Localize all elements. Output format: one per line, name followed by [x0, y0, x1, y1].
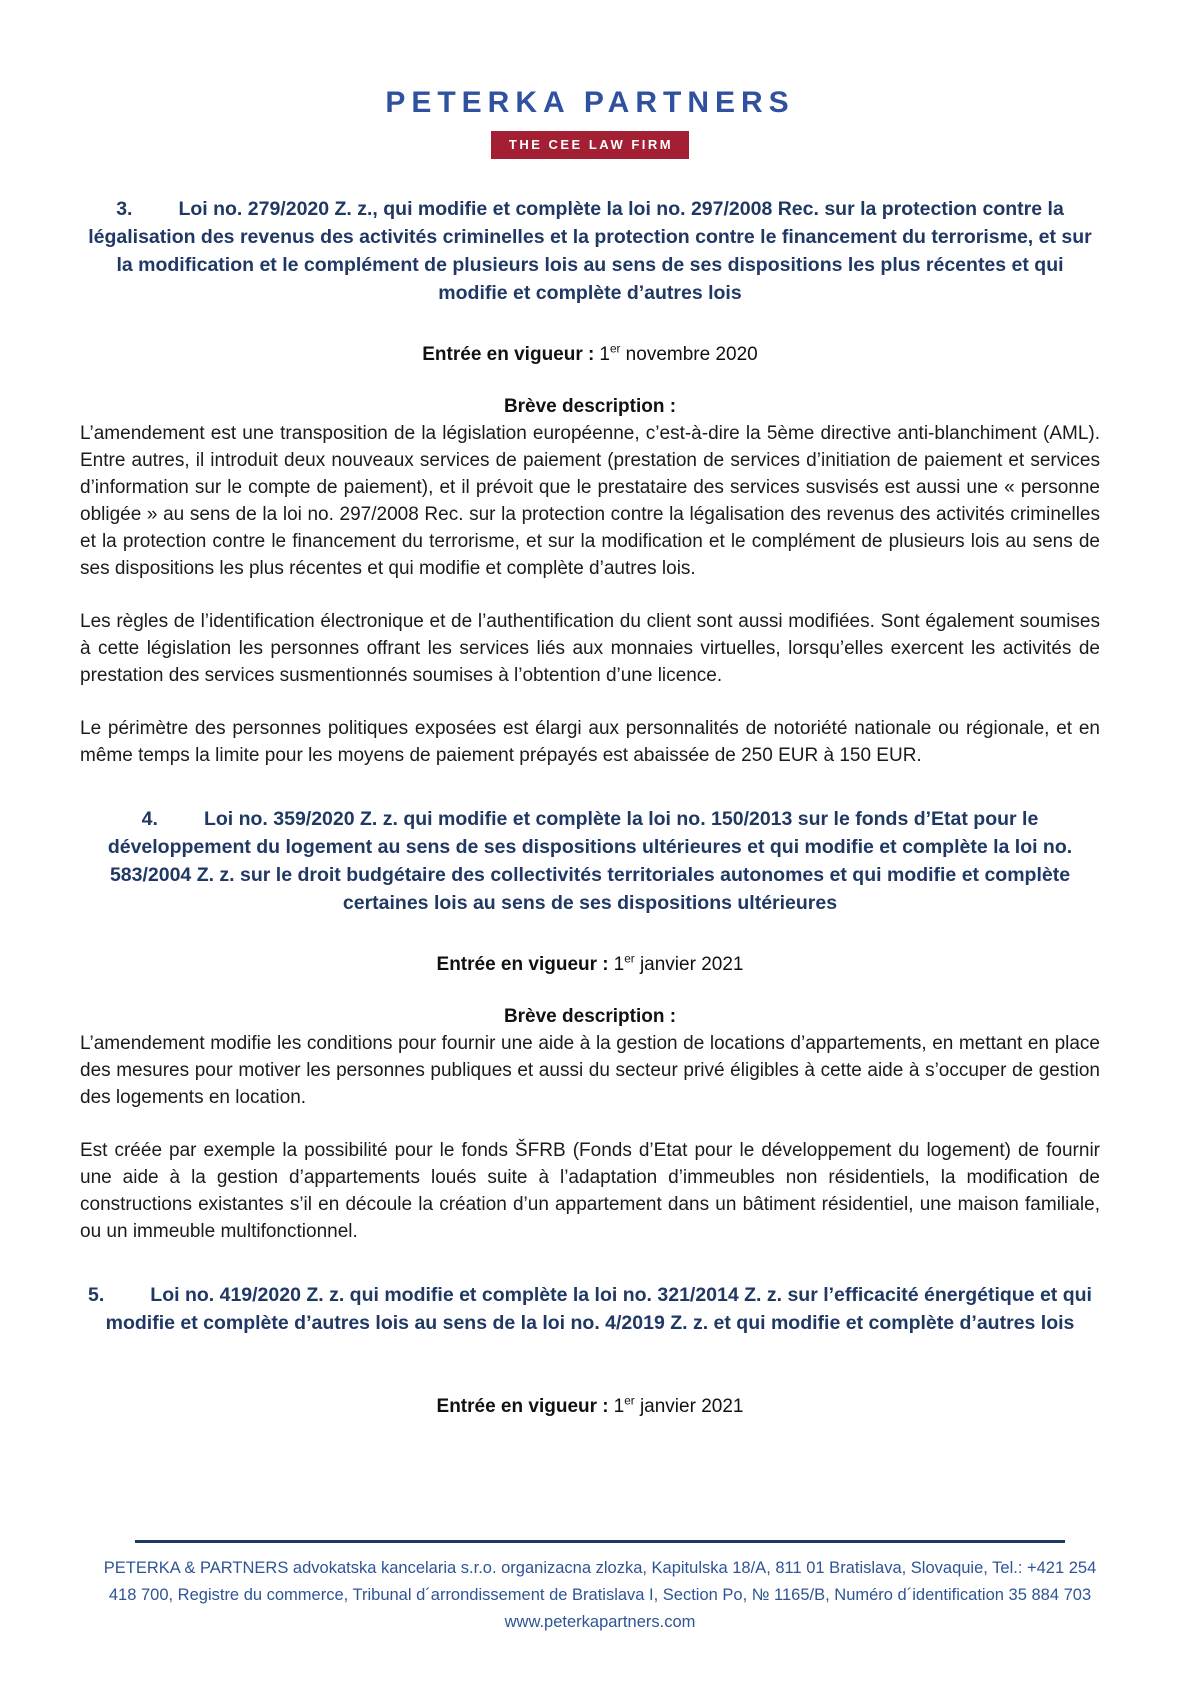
logo-wordmark: PETERKA PARTNERS — [385, 86, 795, 119]
footer-address-block — [0, 1555, 1200, 1636]
law-item-5 — [80, 1281, 1100, 1420]
law-4-number: 4. — [141, 808, 158, 830]
page-footer — [0, 1540, 1200, 1636]
law-item-3 — [80, 195, 1100, 769]
law-5-title-text: Loi no. 419/2020 Z. z. qui modifie et complète la loi no. 321/2014 Z. z. sur l’efficacité énergétique et qui modifie et complète d’autres lois au sens de la loi no. 4/2019 Z. z. et qui modifie et complète d’autres lois — [105, 1284, 1092, 1334]
law-3-effective-date-label: Entrée en vigueur : — [422, 344, 595, 365]
law-4-effective-date-label: Entrée en vigueur : — [436, 954, 609, 975]
law-5-effective-date-line — [80, 1393, 1100, 1420]
logo-tagline-wrap — [80, 131, 1100, 159]
law-3-brief-description-label: Brève description : — [503, 396, 677, 417]
law-5-effective-date-label: Entrée en vigueur : — [436, 1396, 609, 1417]
law-4-effective-date-line — [80, 951, 1100, 978]
law-3-title-text: Loi no. 279/2020 Z. z., qui modifie et complète la loi no. 297/2008 Rec. sur la protection contre la légalisation des revenus des activités criminelles et la protection contre le financement du terrorisme, et sur la modification et le complément de plusieurs lois au sens de ses dispositions les plus récentes et qui modifie et complète d’autres lois — [88, 198, 1092, 304]
law-4-effective-date-value: 1er janvier 2021 — [613, 952, 744, 975]
law-3-paragraph-3: Le périmètre des personnes politiques exposées est élargi aux personnalités de notoriété nationale ou régionale, et en même temps la limite pour les moyens de paiement prépayés est abaissée de 250 EUR à 150 EUR. — [80, 718, 1100, 766]
law-5-title — [80, 1281, 1100, 1337]
law-3-title — [80, 195, 1100, 307]
law-item-4 — [80, 805, 1100, 1245]
law-3-paragraph-2: Les règles de l’identification électronique et de l’authentification du client sont aussi modifiées. Sont également soumises à cette législation les personnes offrant les services liés aux monnaies virtuelles, lorsqu’elles exercent les activités de prestation des services susmentionnés soumises à l’obtention d’une licence. — [80, 611, 1100, 686]
firm-logo — [80, 86, 1100, 159]
law-5-effective-date-value: 1er janvier 2021 — [613, 1394, 744, 1417]
law-3-paragraph-1: L’amendement est une transposition de la législation européenne, c’est-à-dire la 5ème directive anti-blanchiment (AML). Entre autres, il introduit deux nouveaux services de paiement (prestation de services d’initiation de paiement et services d’information sur le compte de paiement), et il prévoit que le prestataire des services susvisés est aussi une « personne obligée » au sens de la loi no. 297/2008 Rec. sur la protection contre la légalisation des revenus des activités criminelles et la protection contre le financement du terrorisme, et sur la modification et le complément de plusieurs lois au sens de ses dispositions les plus récentes et qui modifie et complète d’autres lois. — [80, 423, 1100, 579]
footer-address-line-2: 418 700, Registre du commerce, Tribunal d´arrondissement de Bratislava I, Section Po, № 1165/B, Numéro d´identification 35 884 703 — [108, 1586, 1092, 1604]
law-4-paragraph-1: L’amendement modifie les conditions pour fournir une aide à la gestion de locations d’appartements, en mettant en place des mesures pour motiver les personnes publiques et aussi du secteur privé éligibles à cette aide à s’occuper de gestion des logements en location. — [80, 1033, 1100, 1108]
law-4-title — [80, 805, 1100, 917]
law-4-title-text: Loi no. 359/2020 Z. z. qui modifie et complète la loi no. 150/2013 sur le fonds d’Etat pour le développement du logement au sens de ses dispositions ultérieures et qui modifie et complète la loi no. 583/2004 Z. z. sur le droit budgétaire des collectivités territoriales autonomes et qui modifie et complète certaines lois au sens de ses dispositions ultérieures — [107, 808, 1073, 914]
law-4-brief-description-label: Brève description : — [503, 1006, 677, 1027]
footer-divider — [135, 1540, 1065, 1543]
footer-website: www.peterkapartners.com — [504, 1613, 696, 1631]
law-3-effective-date-line — [80, 341, 1100, 368]
logo-tagline-banner: THE CEE LAW FIRM — [491, 131, 689, 159]
law-3-number: 3. — [116, 198, 133, 220]
law-4-paragraph-2: Est créée par exemple la possibilité pour le fonds ŠFRB (Fonds d’Etat pour le développement du logement) de fournir une aide à la gestion d’appartements loués suite à l’adaptation d’immeubles non résidentiels, la modification de constructions existantes s’il en découle la création d’un appartement dans un bâtiment résidentiel, une maison familiale, ou un immeuble multifonctionnel. — [80, 1140, 1100, 1242]
law-5-number: 5. — [88, 1284, 105, 1306]
footer-address-line-1: PETERKA & PARTNERS advokatska kancelaria s.r.o. organizacna zlozka, Kapitulska 18/A, 811 01 Bratislava, Slovaquie, Tel.: +421 254 — [103, 1559, 1097, 1577]
law-3-effective-date-value: 1er novembre 2020 — [599, 342, 758, 365]
